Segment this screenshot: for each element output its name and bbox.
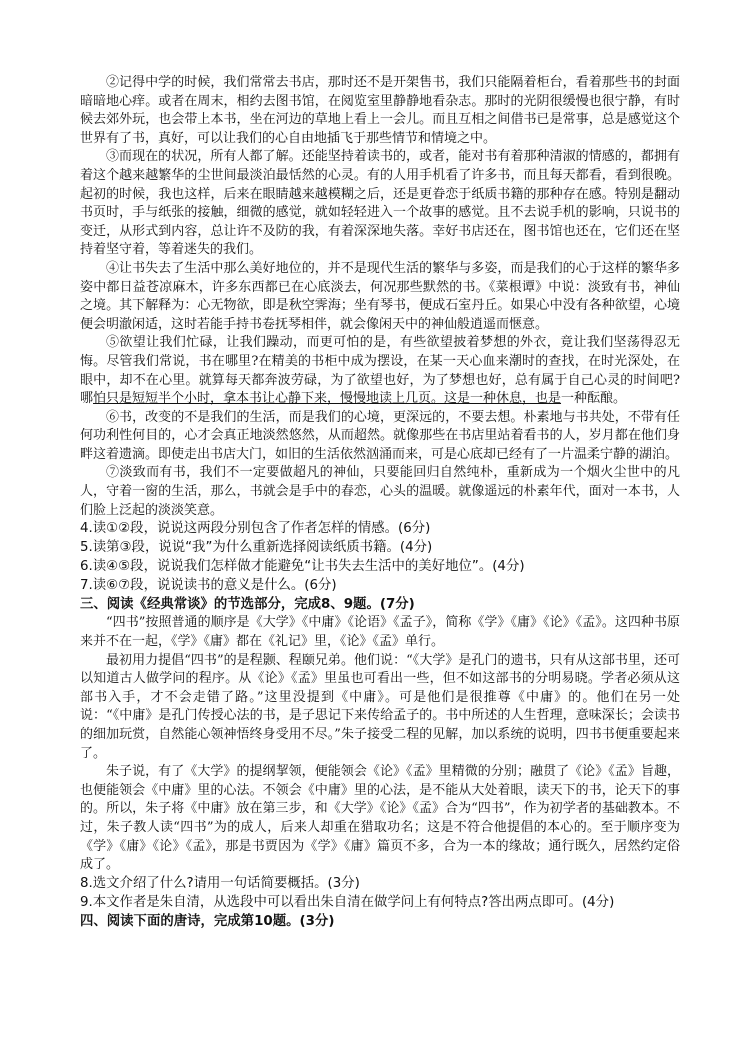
question-5: 5.读第③段，说说“我”为什么重新选择阅读纸质书籍。(4分): [80, 540, 433, 556]
passage-paragraph-5: [80, 334, 680, 408]
exam-page: [80, 74, 680, 931]
section-4-heading: 四、阅读下面的唐诗，完成第10题。(3分): [80, 914, 335, 930]
paragraph-5-text-a: ⑤欲望让我们忙碌，让我们躁动，而更可怕的是，有些欲望披着梦想的外衣，竟让我们坚荡得忍无悔。尽管我们常说，书在哪里?在精美的书柜中成为摆设，在某一天心血来潮时的查找，在时光深处，在眼中，却不在心里。就算每天都奔波劳碌，为了欲望也好，为了梦想也好，总有属于自己心灵的时间吧?哪: [80, 335, 680, 407]
passage-paragraph-2: ②记得中学的时候，我们常常去书店，那时还不是开架售书，我们只能隔着柜台，看着那些书的封面暗暗地心痒。或者在周末，相约去图书馆，在阅览室里静静地看杂志。那时的光阴很缓慢也很宁静，有时候去郊外玩，也会带上本书，坐在河边的草地上看上一会儿。而且互相之间借书已是常事，总是感觉这个世界有了书，真好，可以让我们的心自由地插飞于那些情节和情境之中。: [80, 75, 680, 146]
question-7: 7.读⑥⑦段，说说读书的意义是什么。(6分): [80, 577, 337, 593]
question-4: 4.读①②段，说说这两段分别包含了作者怎样的情感。(6分): [80, 521, 431, 537]
paragraph-5-underlined-text: 怕只是短短半个小时，拿本书让心静下来，慢慢地读上几页。这是一种休息，也是: [93, 391, 562, 407]
question-9: 9.本文作者是朱自清，从选段中可以看出朱自清在做学问上有何特点?答出两点即可。(4分): [80, 894, 615, 910]
question-8: 8.选文介绍了什么?请用一句话简要概括。(3分): [80, 875, 360, 891]
section-3-paragraph-1: “四书”按照普通的顺序是《大学》《中庸》《论语》《孟子》，简称《学》《庸》《论》《孟》。这四种书原来并不在一起，《学》《庸》都在《礼记》里，《论》《孟》单行。: [80, 615, 680, 650]
paragraph-5-text-b: 一种酝酿。: [561, 391, 627, 407]
passage-paragraph-4: ④让书失去了生活中那么美好地位的，并不是现代生活的繁华与多姿，而是我们的心于这样的繁华多姿中都日益苍凉麻木，许多东西都已在心底淡去，何况那些默然的书。《菜根谭》中说：淡致有书，神仙之境。其下解释为：心无物欲，即是秋空霁海；坐有琴书，便成石室丹丘。如果心中没有各种欲望，心境便会明澈闲适，这时若能手持书卷抚琴相伴，就会像闲天中的神仙般逍遥而惬意。: [80, 260, 680, 332]
section-3-paragraph-2: 最初用力提倡“四书”的是程颢、程颐兄弟。他们说：“《大学》是孔门的遗书，只有从这部书里，还可以知道古人做学问的程序。从《论》《孟》里虽也可看出一些，但不如这部书的分明易晓。学者必须从这部书入手，才不会走错了路。”这里没提到《中庸》。可是他们是很推尊《中庸》的。他们在另一处说：“《中庸》是孔门传授心法的书，是子思记下来传给孟子的。书中所述的人生哲理，意味深长；会读书的细加玩赏，自然能心领神悟终身受用不尽。”朱子接受二程的见解，加以系统的说明，四书书便重要起来了。: [80, 652, 680, 761]
passage-paragraph-6: ⑥书，改变的不是我们的生活，而是我们的心境，更深远的，不要去想。朴素地与书共处，不带有任何功利性何目的，心才会真正地淡然悠然，从而超然。就像那些在书店里站着看书的人，岁月都在他们身畔这着遗滴。即使走出书店大门，如旧的生活依然汹涌而来，可是心底却已经有了一片温柔宁静的湖泊。: [80, 409, 680, 462]
passage-paragraph-3: ③而现在的状况，所有人都了解。还能坚持着读书的，或者，能对书有着那种清淑的情感的，都拥有着这个越来越繁华的尘世间最淡泊最恬然的心灵。有的人用手机看了许多书，而且每天都看，看到很晚。起初的时候，我也这样，后来在眼睛越来越模糊之后，还是更眷恋于纸质书籍的那种存在感。特别是翻动书页时，手与纸张的接触，细微的感觉，就如轻轻进入一个故事的感觉。且不去说手机的影响，只说书的变迁，从形式到内容，总让许不及防的我，有着深深地失落。幸好书店还在，图书馆也还在，它们还在坚持着坚守着，等着迷失的我们。: [80, 149, 680, 258]
question-6: 6.读④⑤段，说说我们怎样做才能避免“让书失去生活中的美好地位”。(4分): [80, 558, 525, 574]
passage-paragraph-7: ⑦淡致而有书，我们不一定要做超凡的神仙，只要能回归自然纯朴，重新成为一个烟火尘世中的凡人，守着一窗的生活，那么，书就会是手中的春恋，心头的温暖。就像遥远的朴素年代，面对一本书，人们脸上泛起的淡淡笑意。: [80, 465, 680, 518]
section-3-heading: 三、阅读《经典常谈》的节选部分，完成8、9题。(7分): [80, 597, 415, 613]
section-3-paragraph-3: 朱子说，有了《大学》的提纲挈领，便能领会《论》《孟》里精微的分别；融贯了《论》《孟》旨趣，也便能领会《中庸》里的心法。不领会《中庸》里的心法，是不能从大处着眼，读天下的书，论天下的事的。所以，朱子将《中庸》放在第三步，和《大学》《论》《孟》合为“四书”，作为初学者的基础教本。不过，朱子教人读“四书”为的成人，后来人却重在猎取功名；这是不符合他提倡的本心的。至于顺序变为《学》《庸》《论》《孟》，那是书贾因为《学》《庸》篇页不多，合为一本的缘故；通行既久，居然约定俗成了。: [80, 764, 680, 873]
